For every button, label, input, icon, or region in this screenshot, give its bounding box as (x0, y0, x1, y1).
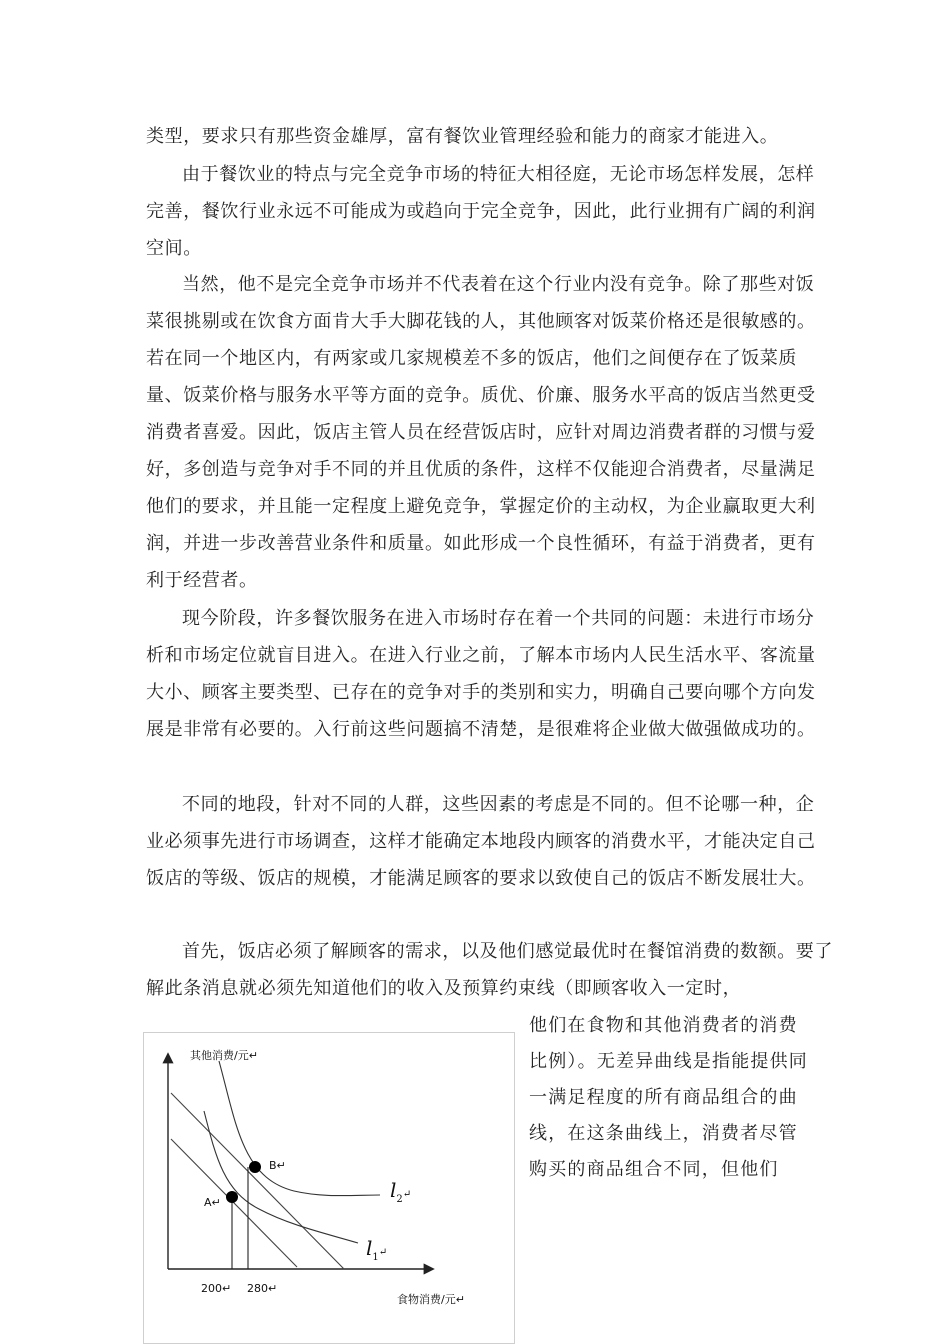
paragraph-customer-needs: 首先，饭店必须了解顾客的需求，以及他们感觉最优时在餐馆消费的数额。要了解此条消息就必须先知道他们的收入及预算约束线（即顾客收入一定时， (146, 941, 833, 999)
paragraph-location: 不同的地段，针对不同的人群，这些因素的考虑是不同的。但不论哪一种，企业必须事先进行市场调查，这样才能确定本地段内顾客的消费水平，才能决定自己饭店的等级、饭店的规模，才能满足顾客的要求以致使自己的饭店不断发展壮大。 (146, 794, 816, 889)
paragraph-continuation: 类型，要求只有那些资金雄厚，富有餐饮业管理经验和能力的商家才能进入。 (146, 126, 779, 147)
indifference-curve-l1 (204, 1111, 358, 1243)
point-b-label: B↵ (269, 1159, 286, 1172)
paragraph-current-stage: 现今阶段，许多餐饮服务在进入市场时存在着一个共同的问题：未进行市场分析和市场定位就盲目进入。在进入行业之前，了解本市场内人民生活水平、客流量大小、顾客主要类型、已存在的竞争对手的类别和实力，明确自己要向哪个方向发展是非常有必要的。入行前这些问题搞不清楚，是很难将企业做大做强做成功的。 (146, 608, 816, 740)
paragraph-competition: 当然，他不是完全竞争市场并不代表着在这个行业内没有竞争。除了那些对饭菜很挑剔或在饮食方面肯大手大脚花钱的人，其他顾客对饭菜价格还是很敏感的。若在同一个地区内，有两家或几家规模差不多的饭店，他们之间便存在了饭菜质量、饭菜价格与服务水平等方面的竞争。质优、价廉、服务水平高的饭店当然更受消费者喜爱。因此，饭店主管人员在经营饭店时，应针对周边消费者群的习惯与爱好，多创造与竞争对手不同的并且优质的条件，这样不仅能迎合消费者，尽量满足他们的要求，并且能一定程度上避免竞争，掌握定价的主动权，为企业赢取更大利润，并进一步改善营业条件和质量。如此形成一个良性循环，有益于消费者，更有利于经营者。 (146, 274, 816, 591)
point-a (226, 1191, 238, 1203)
curve-label-l2: $l_2↵$ (390, 1178, 412, 1205)
indifference-curve-figure (143, 1032, 515, 1344)
budget-line-upper (171, 1093, 344, 1269)
y-axis-label: 其他消费/元↵ (190, 1049, 258, 1062)
x-axis-label: 食物消费/元↵ (397, 1293, 465, 1306)
indifference-curve-l2 (219, 1061, 380, 1196)
paragraph-indifference-curve: 他们在食物和其他消费者的消费比例）。无差异曲线是指能提供同一满足程度的所有商品组合的曲线，在这条曲线上，消费者尽管购买的商品组合不同，但他们 (529, 1015, 808, 1180)
tick-280: 280↵ (247, 1282, 278, 1295)
point-a-label: A↵ (204, 1196, 221, 1209)
paragraph-market-features: 由于餐饮业的特点与完全竞争市场的特征大相径庭，无论市场怎样发展，怎样完善，餐饮行业永远不可能成为或趋向于完全竞争，因此，此行业拥有广阔的利润空间。 (146, 164, 816, 259)
point-b (249, 1161, 261, 1173)
tick-200: 200↵ (201, 1282, 232, 1295)
curve-label-l1: $l_1↵$ (366, 1236, 388, 1263)
